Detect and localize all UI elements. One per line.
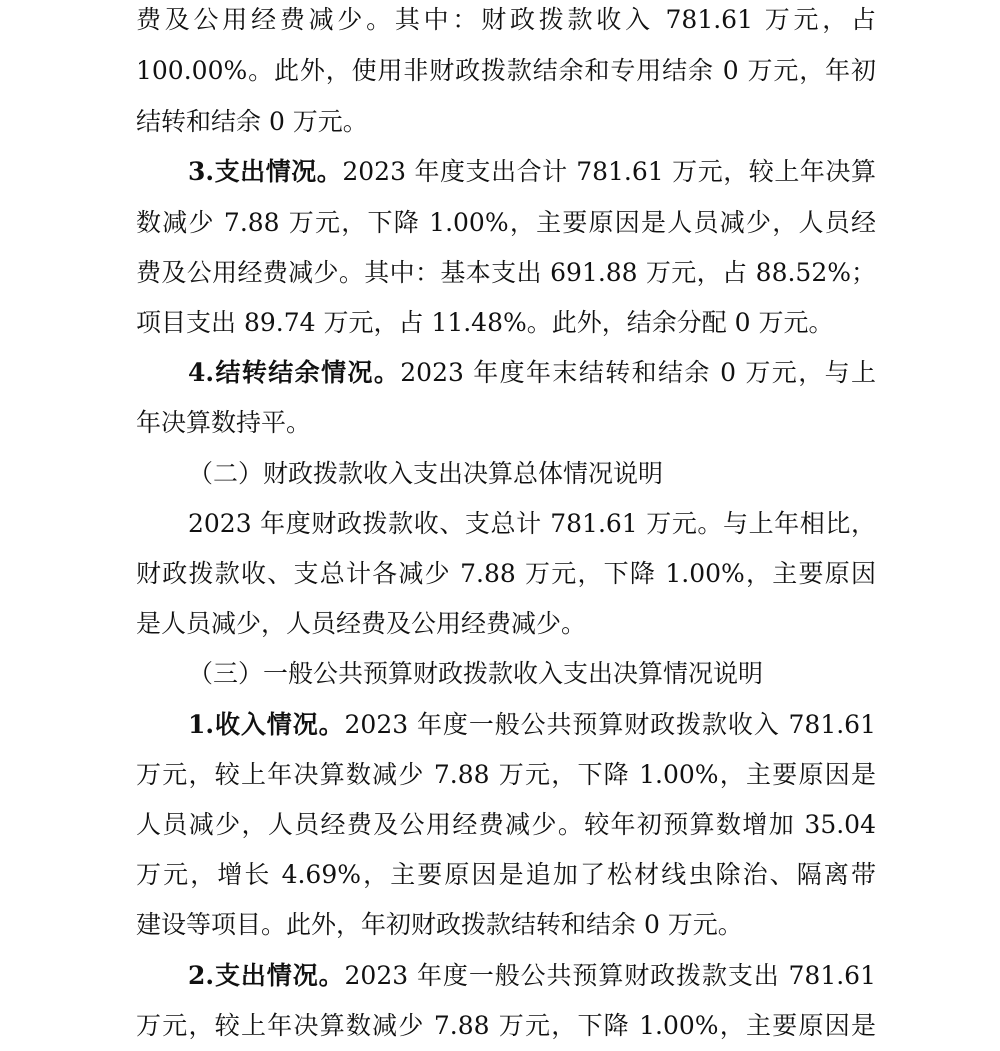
text-line: 结转和结余 0 万元。 bbox=[136, 107, 368, 136]
text-line: 年决算数持平。 bbox=[136, 408, 312, 437]
text-line: 项目支出 89.74 万元，占 11.48%。此外，结余分配 0 万元。 bbox=[136, 308, 834, 337]
section-heading-general-budget: （三）一般公共预算财政拨款收入支出决算情况说明 bbox=[188, 659, 764, 688]
paragraph-expense-heading: 2.支出情况。2023 年度一般公共预算财政拨款支出 781.61 bbox=[188, 961, 876, 990]
text-line: 建设等项目。此外，年初财政拨款结转和结余 0 万元。 bbox=[136, 910, 743, 939]
text-line: 2023 年度财政拨款收、支总计 781.61 万元。与上年相比， bbox=[188, 509, 876, 538]
section-heading-fiscal-overview: （二）财政拨款收入支出决算总体情况说明 bbox=[188, 459, 664, 488]
text-line: 是人员减少，人员经费及公用经费减少。 bbox=[136, 609, 587, 638]
carryover-heading-label: 4.结转结余情况。 bbox=[188, 358, 401, 387]
paragraph-income-heading: 1.收入情况。2023 年度一般公共预算财政拨款收入 781.61 bbox=[188, 710, 876, 739]
expense-heading-label: 2.支出情况。 bbox=[188, 961, 345, 990]
text-line: 万元，较上年决算数减少 7.88 万元，下降 1.00%，主要原因是 bbox=[136, 1011, 876, 1040]
text-line: 数减少 7.88 万元，下降 1.00%，主要原因是人员减少，人员经 bbox=[136, 208, 876, 237]
paragraph-spending-heading: 3.支出情况。2023 年度支出合计 781.61 万元，较上年决算 bbox=[188, 157, 876, 186]
text-line: 100.00%。此外，使用非财政拨款结余和专用结余 0 万元，年初 bbox=[136, 56, 876, 85]
spending-heading-label: 3.支出情况。 bbox=[188, 157, 343, 186]
text-line: 万元，增长 4.69%，主要原因是追加了松材线虫除治、隔离带 bbox=[136, 860, 876, 889]
paragraph-carryover-heading: 4.结转结余情况。2023 年度年末结转和结余 0 万元，与上 bbox=[188, 358, 876, 387]
text-line: 人员减少，人员经费及公用经费减少。较年初预算数增加 35.04 bbox=[136, 810, 876, 839]
text-line: 费及公用经费减少。其中：财政拨款收入 781.61 万元，占 bbox=[136, 5, 876, 34]
text-line: 万元，较上年决算数减少 7.88 万元，下降 1.00%，主要原因是 bbox=[136, 760, 876, 789]
text-line: 财政拨款收、支总计各减少 7.88 万元，下降 1.00%，主要原因 bbox=[136, 559, 876, 588]
text-line: 费及公用经费减少。其中：基本支出 691.88 万元，占 88.52%； bbox=[136, 258, 876, 287]
income-heading-label: 1.收入情况。 bbox=[188, 710, 345, 739]
